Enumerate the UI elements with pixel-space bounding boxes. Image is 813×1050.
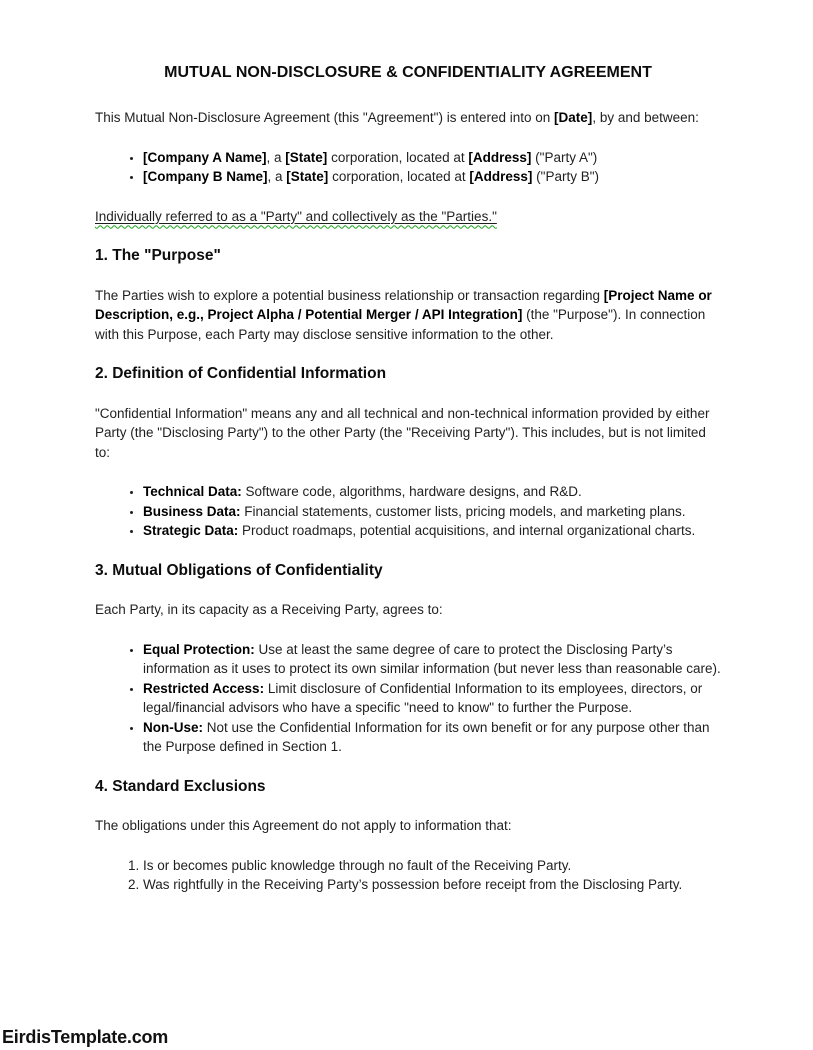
- parties-note-text: Individually referred to as a "Party" and collectively as the "Parties.": [95, 208, 497, 224]
- list-item-technical-data: • Technical Data: Software code, algorithms, hardware designs, and R&D.: [143, 482, 721, 502]
- numbered-item-public-knowledge: 1. Is or becomes public knowledge through no fault of the Receiving Party.: [143, 856, 721, 876]
- section-2-definition-heading: 2. Definition of Confidential Information: [95, 365, 387, 382]
- section-4-exclusions-heading: 4. Standard Exclusions: [95, 777, 266, 795]
- section-1-purpose-heading: 1. The "Purpose": [95, 247, 221, 264]
- section-1-paragraph: The Parties wish to explore a potential business relationship or transaction regarding [Project Name or Description, e.g., Project Alpha / Potential Merger / API Integration] (the "Purpose"). In connection with this Purpose, each Party may disclose sensitive information to the other.: [95, 287, 712, 342]
- parties-list: [95, 148, 721, 187]
- list-item-strategic-data: • Strategic Data: Product roadmaps, potential acquisitions, and internal organizational charts.: [143, 521, 721, 541]
- footer-brand: EirdisTemplate.com: [2, 1027, 169, 1047]
- list-item-restricted-access: • Restricted Access: Limit disclosure of Confidential Information to its employees, directors, or legal/financial advisors who have a specific "need to know" to further the Purpose.: [143, 679, 721, 718]
- party-a-item: • [Company A Name], a [State] corporation, located at [Address] ("Party A"): [143, 148, 721, 168]
- section-3-bullet-list: [95, 640, 721, 757]
- grammar-squiggle-underline: [95, 209, 497, 224]
- party-b-item: • [Company B Name], a [State] corporation, located at [Address] ("Party B"): [143, 167, 721, 187]
- list-item-equal-protection: • Equal Protection: Use at least the same degree of care to protect the Disclosing Party’s information as it uses to protect its own similar information (but never less than reasonable care).: [143, 640, 721, 679]
- list-item-business-data: • Business Data: Financial statements, customer lists, pricing models, and marketing plans.: [143, 502, 721, 522]
- document-title: MUTUAL NON-DISCLOSURE & CONFIDENTIALITY AGREEMENT: [164, 64, 652, 81]
- section-4-numbered-list: [95, 856, 721, 895]
- section-4-paragraph: The obligations under this Agreement do not apply to information that:: [95, 818, 512, 833]
- section-3-paragraph: Each Party, in its capacity as a Receiving Party, agrees to:: [95, 602, 443, 617]
- section-2-paragraph: "Confidential Information" means any and all technical and non-technical information provided by either Party (the "Disclosing Party") to the other Party (the "Receiving Party"). This includes, but is not limited to:: [95, 405, 710, 460]
- section-3-obligations-heading: 3. Mutual Obligations of Confidentiality: [95, 561, 383, 579]
- list-item-non-use: • Non-Use: Not use the Confidential Information for its own benefit or for any purpose other than the Purpose defined in Section 1.: [143, 718, 721, 757]
- section-2-bullet-list: [95, 482, 721, 541]
- numbered-item-prior-possession: 2. Was rightfully in the Receiving Party’s possession before receipt from the Disclosing Party.: [143, 875, 721, 895]
- intro-paragraph: This Mutual Non-Disclosure Agreement (this "Agreement") is entered into on [Date], by and between:: [95, 110, 699, 125]
- parties-note: [95, 207, 721, 227]
